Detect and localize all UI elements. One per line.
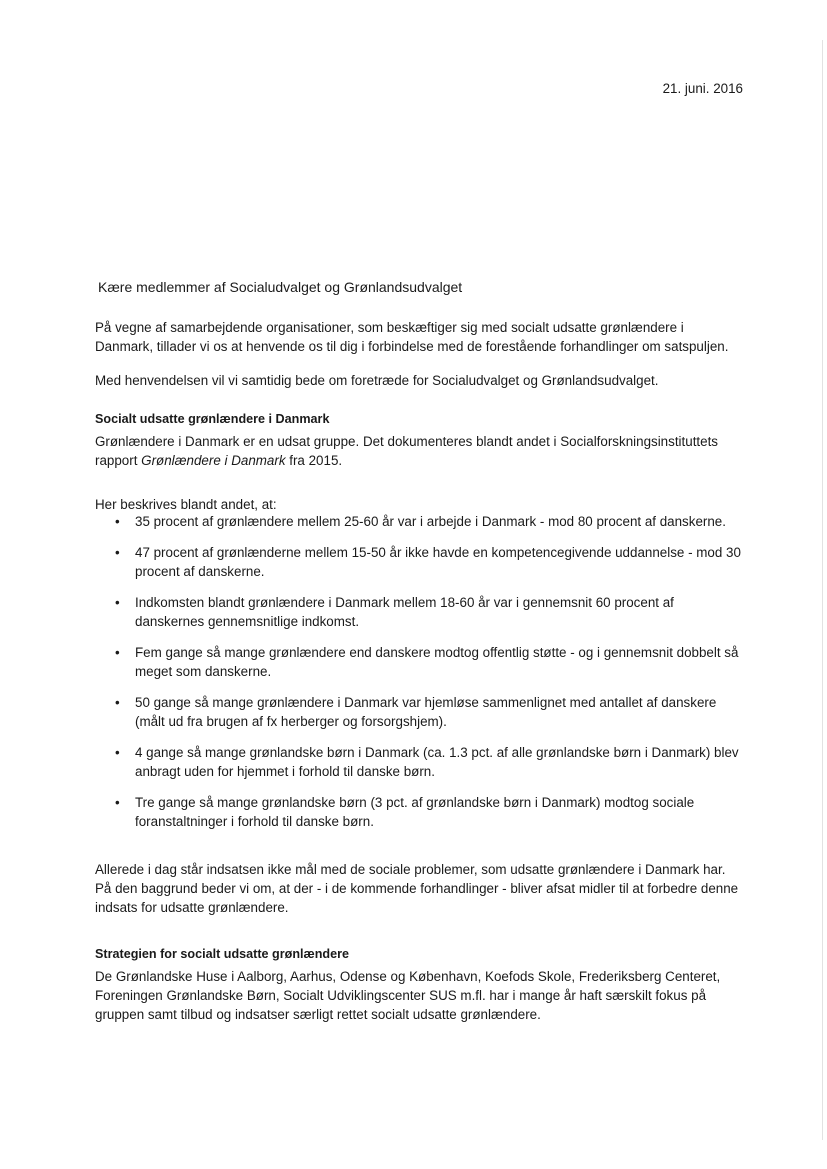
section2-paragraph: De Grønlandske Huse i Aalborg, Aarhus, Odense og København, Koefods Skole, Frederiksberg Centeret, Foreningen Grønlandske Børn, Socialt Udviklingscenter SUS m.fl. har i mange år haft særskilt fokus på gruppen samt tilbud og indsatser særligt rettet socialt udsatte grønlændere. [95, 969, 721, 1023]
scan-edge-line [822, 40, 823, 1140]
section1-text-end: fra 2015. [285, 453, 343, 469]
conclusion-paragraph: Allerede i dag står indsatsen ikke mål med de sociale problemer, som udsatte grønlændere i Danmark har. På den baggrund beder vi om, at der - i de kommende forhandlinger - bliver afsat midler til at forbedre denne indsats for udsatte grønlændere. [95, 862, 739, 916]
statistics-bullet-list [113, 512, 743, 843]
bullet-lead-in: Her beskrives blandt andet, at: [95, 497, 277, 512]
intro-paragraph: På vegne af samarbejdende organisationer, som beskæftiger sig med socialt udsatte grønlændere i Danmark, tillader vi os at henvende os til dig i forbindelse med de forestående forhandlinger om satspuljen. [95, 320, 729, 355]
section1-paragraph [95, 432, 735, 470]
section1-heading: Socialt udsatte grønlændere i Danmark [95, 412, 330, 426]
list-item: • 35 procent af grønlændere mellem 25-60 år var i arbejde i Danmark - mod 80 procent af danskerne. [113, 512, 743, 531]
section1-text-start: Grønlændere i Danmark er en udsat gruppe. Det dokumenteres blandt andet i Socialforskningsinstituttets rapport [95, 434, 718, 469]
list-item: • Fem gange så mange grønlændere end danskere modtog offentlig støtte - og i gennemsnit dobbelt så meget som danskerne. [113, 643, 743, 681]
list-item: • Indkomsten blandt grønlændere i Danmark mellem 18-60 år var i gennemsnit 60 procent af danskernes gennemsnitlige indkomst. [113, 593, 743, 631]
letter-greeting: Kære medlemmer af Socialudvalget og Grønlandsudvalget [98, 279, 463, 295]
report-title: Grønlændere i Danmark [141, 453, 286, 469]
list-item: • 4 gange så mange grønlandske børn i Danmark (ca. 1.3 pct. af alle grønlandske børn i Danmark) blev anbragt uden for hjemmet i forhold til danske børn. [113, 743, 743, 781]
list-item: • 47 procent af grønlænderne mellem 15-50 år ikke havde en kompetencegivende uddannelse - mod 30 procent af danskerne. [113, 543, 743, 581]
letter-date: 21. juni. 2016 [662, 81, 743, 96]
section2-heading: Strategien for socialt udsatte grønlændere [95, 947, 350, 961]
list-item: • Tre gange så mange grønlandske børn (3 pct. af grønlandske børn i Danmark) modtog sociale foranstaltninger i forhold til danske børn. [113, 793, 743, 831]
list-item: • 50 gange så mange grønlændere i Danmark var hjemløse sammenlignet med antallet af danskere (målt ud fra brugen af fx herberger og forsorgshjem). [113, 693, 743, 731]
request-paragraph: Med henvendelsen vil vi samtidig bede om foretræde for Socialudvalget og Grønlandsudvalget. [95, 373, 659, 388]
